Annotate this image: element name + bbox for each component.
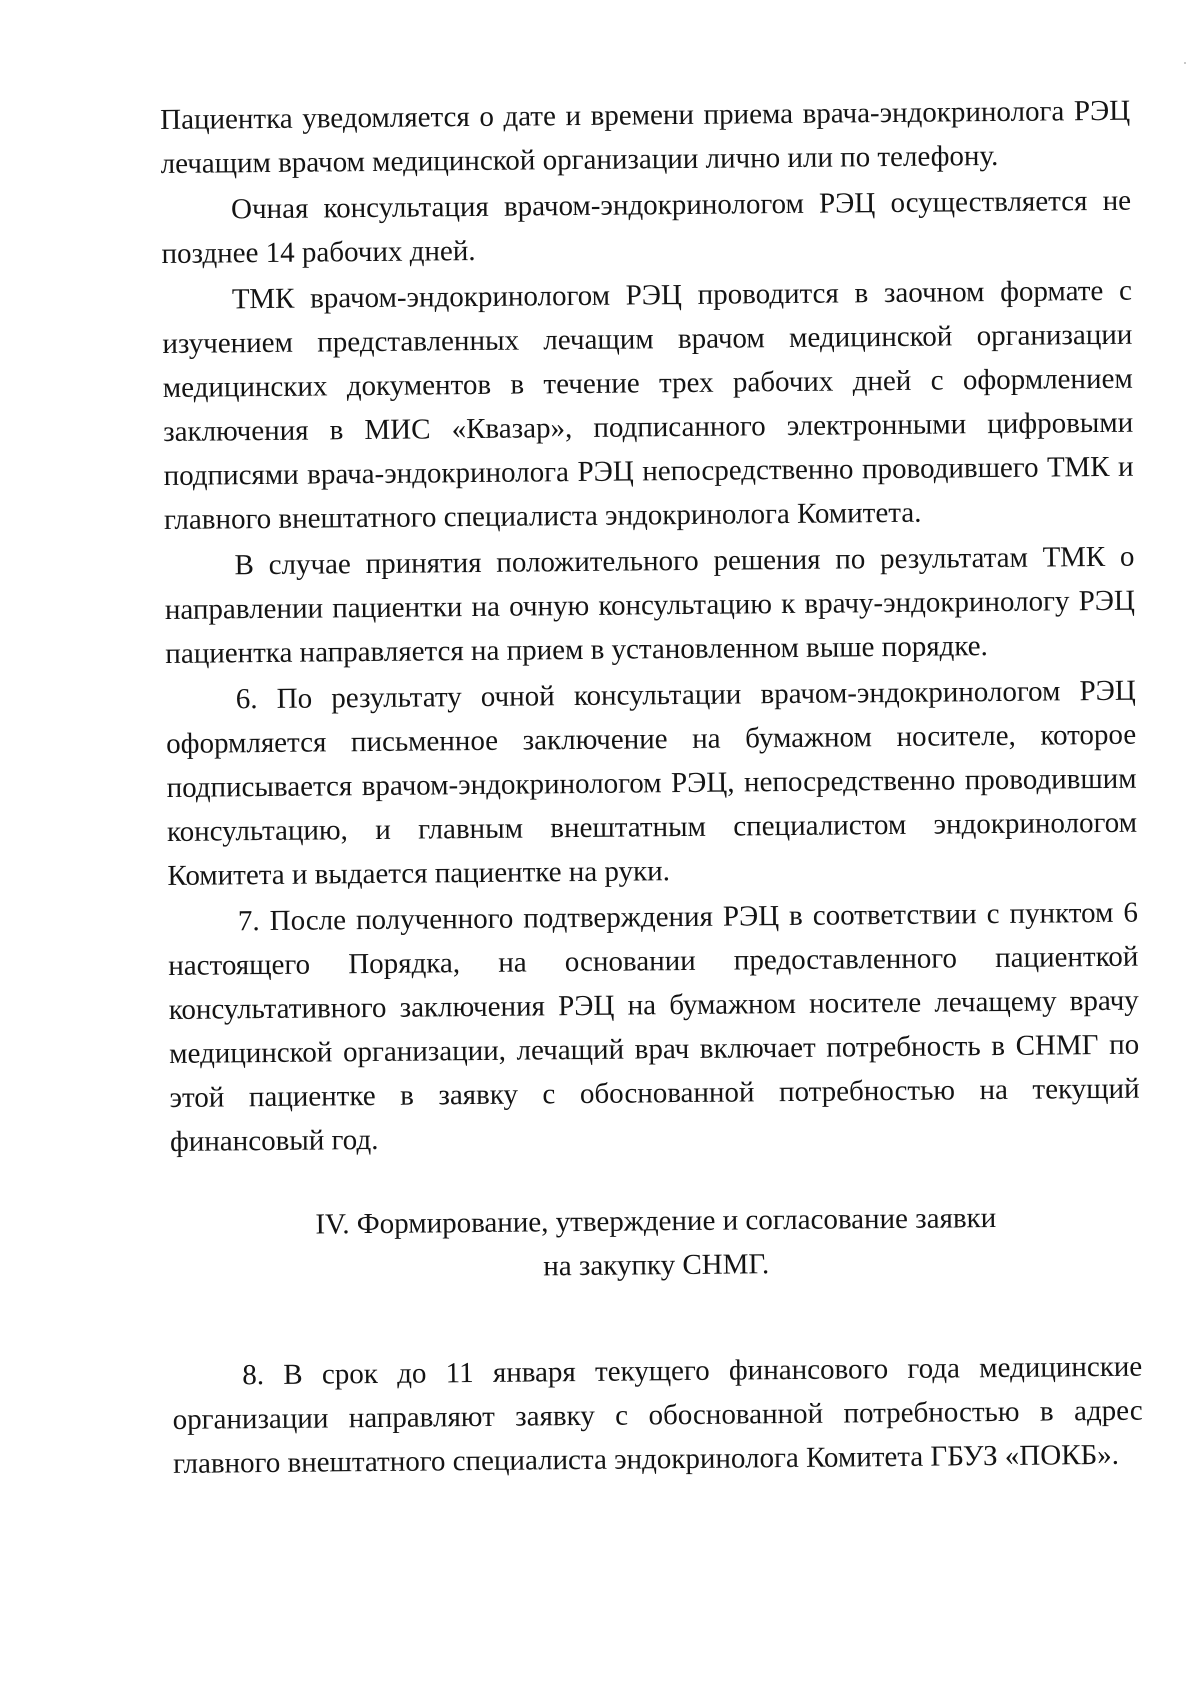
paragraph-telemedicine-consultation: ТМК врачом-эндокринологом РЭЦ проводится в заочном формате с изучением представленных лечащим врачом медицинской организации медицинских документов в течение трех рабочих дней с оформлением заключения в МИС «Квазар», подписанного электронными цифровыми подписями врача-эндокринолога РЭЦ непосредственно проводившего ТМК и главного внештатного специалиста эндокринолога Комитета. <box>162 274 1134 536</box>
section-heading-line-1: IV. Формирование, утверждение и согласование заявки <box>315 1202 997 1241</box>
paragraph-item-7: 7. После полученного подтверждения РЭЦ в соответствии с пунктом 6 настоящего Порядка, на основании предоставленного пациенткой консультативного заключения РЭЦ на бумажном носителе лечащему врачу медицинской организации, лечащий врач включает потребность в СНМГ по этой пациентке в заявку с обоснованной потребностью на текущий финансовый год. <box>168 896 1140 1158</box>
paragraph-item-8: 8. В срок до 11 января текущего финансового года медицинские организации направляют заявку с обоснованной потребностью в адрес главного внештатного специалиста эндокринолога Комитета ГБУЗ «ПОКБ». <box>172 1350 1143 1480</box>
section-heading <box>171 1195 1142 1292</box>
paragraph-positive-decision: В случае принятия положительного решения по результатам ТМК о направлении пациентки на очную консультацию к врачу-эндокринологу РЭЦ пациентка направляется на прием в установленном выше порядке. <box>164 540 1136 670</box>
document-body <box>160 89 1143 1486</box>
paragraph-in-person-consultation: Очная консультация врачом-эндокринологом РЭЦ осуществляется не позднее 14 рабочих дней. <box>161 184 1132 270</box>
scan-speck <box>1184 62 1186 64</box>
paragraph-patient-notification: Пациентка уведомляется о дате и времени приема врача-эндокринолога РЭЦ лечащим врачом медицинской организации лично или по телефону. <box>160 94 1131 180</box>
paragraph-item-6: 6. По результату очной консультации врачом-эндокринологом РЭЦ оформляется письменное заключение на бумажном носителе, которое подписывается врачом-эндокринологом РЭЦ, непосредственно проводившим консультацию, и главным внештатным специалистом эндокринологом Комитета и выдается пациентке на руки. <box>166 674 1138 892</box>
section-heading-line-2: на закупку СНМГ. <box>543 1248 770 1283</box>
